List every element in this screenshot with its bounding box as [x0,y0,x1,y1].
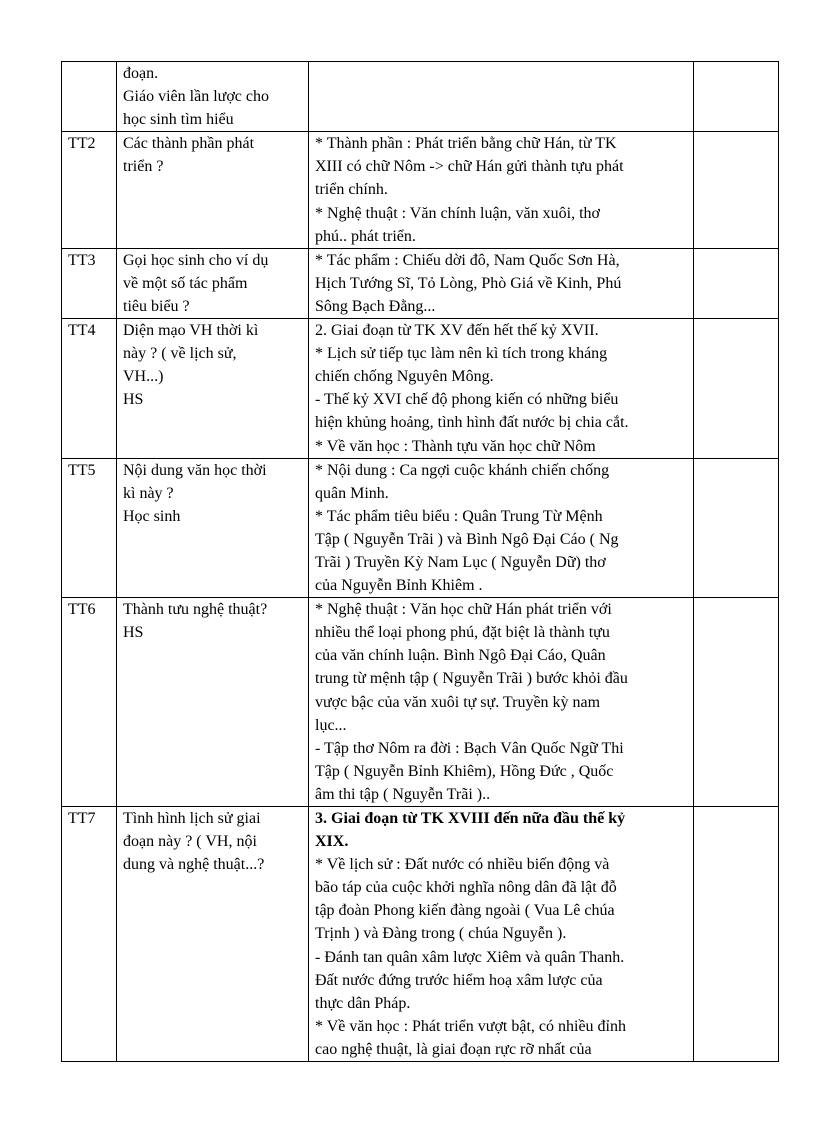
step-id: TT7 [68,810,96,827]
content-line: - Tập thơ Nôm ra đời : Bạch Vân Quốc Ngữ Thi [315,739,624,757]
step-id: TT6 [68,601,96,619]
content-line: cao nghệ thuật, là giai đoạn rực rỡ nhất của [315,1040,592,1058]
table-row [62,62,779,132]
content-line: XIX. [315,833,349,851]
content-line: Hịch Tướng Sĩ, Tỏ Lòng, Phò Giá về Kinh, Phú [315,274,622,292]
teacher-activity-cell [117,807,309,1062]
teacher-activity-cell [117,319,309,459]
teacher-activity-cell [117,248,309,318]
content-line: chiến chống Nguyên Mông. [315,368,494,386]
content-line: tập đoàn Phong kiến đàng ngoài ( Vua Lê chúa [315,902,615,920]
content-line: XIII có chữ Nôm -> chữ Hán gửi thành tựu phát [315,158,624,176]
table-row [62,807,779,1062]
content-line: * Lịch sử tiếp tục làm nên kì tích trong kháng [315,345,608,363]
step-id-cell [62,62,117,132]
teacher-activity-cell [117,458,309,598]
content-line: 3. Giai đoạn từ TK XVIII đến nữa đầu thế kỷ [315,810,626,827]
content-cell [309,132,694,248]
content-line: vược bậc của văn xuôi tự sự. Truyền kỳ nam [315,693,601,711]
content-line: Đất nước đứng trước hiểm hoạ xâm lược của [315,971,603,989]
activity-line: Giáo viên lần lược cho [123,88,269,106]
content-line: của Nguyễn Bỉnh Khiêm . [315,577,483,595]
content-line: trung từ mệnh tập ( Nguyễn Trãi ) bước khỏi đầu [315,670,628,688]
teacher-activity-cell [117,62,309,132]
activity-line: học sinh tìm hiểu [123,111,234,129]
content-line: * Về lịch sử : Đất nước có nhiều biến động và [315,856,610,874]
activity-line: dung và nghệ thuật...? [123,856,265,874]
teacher-activity-cell [117,598,309,807]
activity-line: HS [123,624,144,642]
content-line: * Thành phần : Phát triển bằng chữ Hán, từ TK [315,135,617,153]
activity-line: triển ? [123,158,164,176]
content-line: * Tác phẩm tiêu biểu : Quân Trung Từ Mệnh [315,507,603,525]
table-row [62,248,779,318]
content-line: * Về văn học : Thành tựu văn học chữ Nôm [315,437,596,455]
step-id-cell [62,807,117,1062]
activity-line: tiêu biểu ? [123,297,190,315]
content-line: - Thế kỷ XVI chế độ phong kiến có những biểu [315,391,619,409]
activity-line: đoạn này ? ( VH, nội [123,833,257,851]
content-line: Sông Bạch Đằng... [315,297,436,315]
step-id-cell [62,598,117,807]
activity-line: Thành tưu nghệ thuật? [123,601,268,619]
content-line: hiện khủng hoảng, tình hình đất nước bị chia cắt. [315,414,629,432]
table-row [62,319,779,459]
content-line: âm thi tập ( Nguyễn Trãi ).. [315,785,491,803]
content-line: lục... [315,716,347,734]
table-row [62,458,779,598]
activity-line: Gọi học sinh cho ví dụ [123,251,269,269]
note-cell [694,598,779,807]
step-id-cell [62,132,117,248]
table-row [62,598,779,807]
content-line: triển chính. [315,181,388,199]
content-line: 2. Giai đoạn từ TK XV đến hết thế kỷ XVII. [315,322,599,340]
content-line: thực dân Pháp. [315,994,411,1012]
activity-line: kì này ? [123,484,174,502]
content-cell [309,248,694,318]
content-cell [309,62,694,132]
activity-line: Các thành phần phát [123,135,255,153]
content-line: * Nội dung : Ca ngợi cuộc khánh chiến chống [315,461,610,479]
note-cell [694,132,779,248]
note-cell [694,248,779,318]
content-line: * Tác phẩm : Chiếu dời đô, Nam Quốc Sơn Hà, [315,251,620,269]
content-line: bão táp của cuộc khởi nghĩa nông dân đã lật đỗ [315,879,617,897]
activity-line: Nội dung văn học thời [123,461,267,479]
note-cell [694,807,779,1062]
content-line: Trịnh ) và Đàng trong ( chúa Nguyễn ). [315,925,567,943]
content-line: * Về văn học : Phát triển vượt bật, có nhiều đỉnh [315,1017,626,1035]
step-id-cell [62,319,117,459]
activity-line: Tình hình lịch sử giai [123,810,261,827]
lesson-table [61,61,779,1062]
activity-line: HS [123,391,144,409]
activity-line: Diện mạo VH thời kì [123,322,259,340]
activity-line: VH...) [123,368,164,386]
activity-line: đoạn. [123,65,159,82]
content-line: Tập ( Nguyễn Bỉnh Khiêm), Hồng Đức , Quốc [315,762,614,780]
content-cell [309,458,694,598]
content-cell [309,319,694,459]
content-cell [309,807,694,1062]
teacher-activity-cell [117,132,309,248]
step-id: TT4 [68,322,96,340]
table-row [62,132,779,248]
note-cell [694,62,779,132]
note-cell [694,319,779,459]
activity-line: về một số tác phẩm [123,274,248,292]
activity-line: này ? ( về lịch sử, [123,345,237,363]
content-line: Tập ( Nguyễn Trãi ) và Bình Ngô Đại Cáo ( Ng [315,530,619,548]
content-line: của văn chính luận. Bình Ngô Đại Cáo, Quân [315,647,606,665]
content-line: * Nghệ thuật : Văn học chữ Hán phát triển với [315,601,612,619]
content-line: - Đánh tan quân xâm lược Xiêm và quân Thanh. [315,948,625,966]
content-cell [309,598,694,807]
step-id: TT3 [68,251,96,269]
content-line: quân Minh. [315,484,389,502]
step-id: TT2 [68,135,96,153]
activity-line: Học sinh [123,507,181,525]
content-line: * Nghệ thuật : Văn chính luận, văn xuôi, thơ [315,204,601,222]
content-line: Trãi ) Truyền Kỳ Nam Lục ( Nguyễn Dữ) thơ [315,553,606,571]
content-line: nhiều thể loại phong phú, đặt biệt là thành tựu [315,624,610,642]
content-line: phú.. phát triển. [315,227,416,245]
note-cell [694,458,779,598]
step-id: TT5 [68,461,96,479]
step-id-cell [62,248,117,318]
step-id-cell [62,458,117,598]
